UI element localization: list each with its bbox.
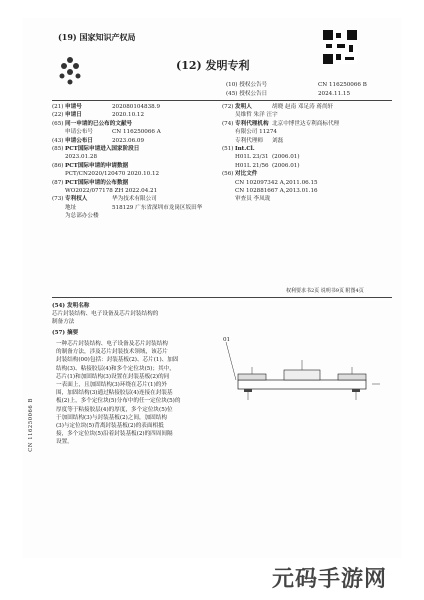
left-col-label: 申请公布日 — [65, 137, 93, 144]
left-col-code: (65) — [52, 120, 64, 127]
left-col-value: 为总部办公楼 — [65, 213, 99, 220]
figure-label: 01 — [223, 337, 231, 343]
page-count-note: 权利要求书2页 说明书9页 附图4页 — [286, 288, 364, 294]
abstract-line: 结构(3)、粘接胶层(4)和多个定位块(5)；其中， — [56, 365, 175, 372]
bibliographic-right — [222, 104, 392, 205]
abstract-line: 板(2)上，多个定位块(5)分布中的任一定位块(5)的 — [56, 398, 181, 405]
right-col-row — [222, 154, 392, 162]
cnipa-logo — [54, 52, 86, 90]
right-col-row — [222, 138, 392, 146]
site-watermark: 元码手游网 — [272, 567, 388, 592]
right-col-value: 吴维哲 朱洋 汪宇 — [235, 112, 278, 119]
left-col-row — [52, 171, 217, 179]
right-col-value: CN 102881667 A,2013.01.16 — [235, 187, 318, 194]
left-col-row — [52, 129, 217, 137]
left-col-label: 同一申请的已公布的文献号 — [65, 120, 133, 127]
left-col-value: PCT/CN2020/120470 2020.10.12 — [65, 171, 160, 178]
right-col-value: 北京中博世达专利商标代理 — [272, 120, 340, 127]
left-col-value: WO2022/077178 ZH 2022.04.21 — [65, 187, 158, 194]
left-col-row — [52, 121, 217, 129]
left-col-row — [52, 213, 217, 221]
right-col-label: H01L 23/31 — [235, 154, 269, 161]
right-col-code: (51) — [222, 145, 234, 152]
abstract-line: 于加固结构(3)与封装基板(2)之间，加固结构 — [56, 414, 167, 421]
left-col-value: 518129 广东省深圳市龙岗区坂田华 — [112, 204, 203, 211]
pub-no: CN 116250066 B — [318, 82, 367, 88]
left-col-code: (73) — [52, 196, 64, 203]
left-col-label: PCT国际申请进入国家阶段日 — [65, 145, 140, 152]
abstract-figure — [222, 342, 382, 410]
left-col-value: 2023.06.09 — [112, 137, 145, 144]
abstract-code: (57) 摘要 — [52, 330, 79, 336]
header-rule — [52, 100, 392, 101]
right-col-value: 审查员 李凤珑 — [235, 196, 271, 203]
left-col-value: 2020.10.12 — [112, 112, 145, 119]
right-col-code: (56) — [222, 171, 234, 178]
abstract-line: 一表面上，且加固结构(3)环绕在芯片(1)的外 — [56, 382, 167, 389]
left-col-row — [52, 163, 217, 171]
left-col-code: (87) — [52, 179, 64, 186]
right-col-label: 对比文件 — [235, 171, 258, 178]
right-col-row — [222, 121, 392, 129]
right-col-value: 有限公司 11274 — [235, 129, 277, 136]
left-col-row — [52, 196, 217, 204]
right-col-row — [222, 163, 392, 171]
right-col-label: 专利代理师 — [235, 137, 263, 144]
left-col-label: 申请号 — [65, 104, 82, 110]
right-col-label: Int.Cl. — [235, 145, 255, 152]
left-col-code: (86) — [52, 162, 64, 169]
left-col-row — [52, 138, 217, 146]
middle-rule — [52, 297, 392, 298]
abstract-body — [56, 340, 216, 447]
right-col-row — [222, 112, 392, 120]
left-col-value: 202080104838.9 — [112, 104, 161, 110]
right-col-row — [222, 180, 392, 188]
left-col-code: (21) — [52, 104, 64, 110]
right-col-label: 专利代理机构 — [235, 120, 269, 127]
pub-date-label: (45) 授权公告日 — [226, 91, 268, 97]
left-col-code: (22) — [52, 112, 64, 119]
right-col-value: 刘磊 — [272, 137, 284, 144]
right-col-value: CN 102097342 A,2011.06.15 — [235, 179, 318, 186]
right-col-value: (2006.01) — [272, 154, 300, 161]
left-col-value: 2023.01.28 — [65, 154, 98, 161]
title-code: (54) 发明名称 — [52, 303, 90, 309]
right-col-row — [222, 196, 392, 204]
left-col-row — [52, 180, 217, 188]
pub-date: 2024.11.15 — [318, 91, 351, 97]
side-doc-number: CN 116250066 B — [28, 398, 34, 452]
left-col-row — [52, 112, 217, 120]
left-col-label: 地址 — [65, 204, 77, 211]
left-col-code: (43) — [52, 137, 64, 144]
right-col-value: 胡晓 赵南 邓足涛 蒋尚轩 — [272, 104, 334, 110]
left-col-label: PCT国际申请的公布数据 — [65, 179, 129, 186]
abstract-line: 接，多个定位块(5)沿着封装基板(2)的四周间隔 — [56, 431, 173, 438]
abstract-line: 封装结构(00)包括：封装基板(2)、芯片(1)、加固 — [56, 357, 179, 364]
right-col-code: (72) — [222, 104, 234, 110]
title-line-2: 制备方法 — [52, 319, 75, 325]
abstract-line: 围，加固结构(3)通过粘接胶层(4)连接在封装基 — [56, 390, 173, 397]
right-col-label: 发明人 — [235, 104, 252, 110]
left-col-label: 申请日 — [65, 112, 82, 119]
left-col-row — [52, 205, 217, 213]
office-name: (19) 国家知识产权局 — [58, 32, 136, 42]
left-col-row — [52, 146, 217, 154]
abstract-line: 一种芯片封装结构、电子设备及芯片封装结构 — [56, 341, 168, 347]
left-col-code: (85) — [52, 145, 64, 152]
qr-code — [323, 30, 357, 64]
abstract-line: (3)与定位块(5)背离封装基板(2)的表面相抵 — [56, 423, 164, 430]
left-col-value: 华为技术有限公司 — [112, 196, 157, 203]
abstract-line: 芯片(1)和加固结构(3)设置在封装基板(2)的同 — [56, 373, 170, 380]
doc-type: (12) 发明专利 — [176, 59, 250, 72]
title-line-1: 芯片封装结构、电子设备及芯片封装结构的 — [52, 311, 159, 317]
right-col-row — [222, 171, 392, 179]
right-col-row — [222, 129, 392, 137]
left-col-label: PCT国际申请的申请数据 — [65, 162, 129, 169]
right-col-row — [222, 146, 392, 154]
left-col-row — [52, 154, 217, 162]
abstract-line: 厚度等于粘接胶层(4)的厚度，多个定位块(5)位 — [56, 406, 173, 413]
right-col-value: (2006.01) — [272, 162, 300, 169]
left-col-value: CN 116250066 A — [112, 129, 161, 136]
bibliographic-left — [52, 104, 217, 221]
pub-no-label: (10) 授权公告号 — [226, 82, 268, 88]
abstract-line: 的制备方法，涉及芯片封装技术领域，该芯片 — [56, 349, 168, 356]
right-col-code: (74) — [222, 120, 234, 127]
abstract-line: 设置。 — [56, 439, 73, 446]
left-col-label: 申请公布号 — [65, 129, 93, 136]
right-col-label: H01L 21/56 — [235, 162, 269, 169]
left-col-label: 专利权人 — [65, 196, 88, 203]
